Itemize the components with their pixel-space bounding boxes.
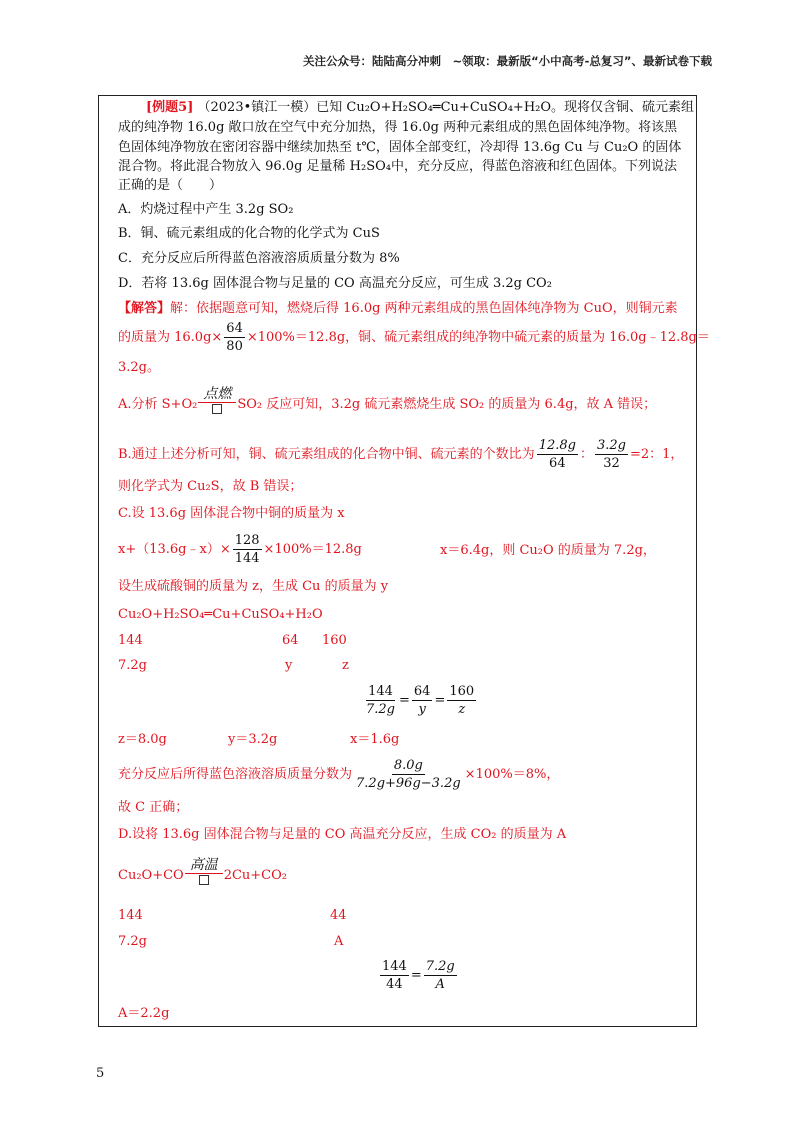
fraction-numerator: 160 [449, 684, 475, 699]
fraction-numerator: 128 [234, 533, 260, 548]
option-c: C．充分反应后所得蓝色溶液溶质质量分数为 8% [118, 251, 400, 266]
result-z: z＝8.0g [118, 732, 167, 747]
analysis-a-pre: A.分析 S+O₂ [118, 397, 198, 412]
fraction-denominator: A [435, 977, 445, 992]
analysis-a-post: SO₂ 反应可知，3.2g 硫元素燃烧生成 SO₂ 的质量为 6.4g，故 A 错误； [237, 397, 657, 412]
answer-text-2a: 的质量为 16.0g× [118, 330, 223, 345]
analysis-c-4b: ×100%＝8%， [464, 767, 560, 782]
value-7-2g-d: 7.2g [118, 934, 147, 949]
analysis-b [118, 437, 683, 472]
fraction-denominator: 64 [549, 456, 566, 471]
analysis-c-2c: x＝6.4g，则 Cu₂O 的质量为 7.2g， [440, 543, 656, 558]
page-header: 关注公众号：陆陆高分冲刺 ~领取：最新版“小中高考-总复习”、最新试卷下载 [302, 54, 712, 68]
value-z: z [342, 658, 349, 673]
option-a: A．灼烧过程中产生 3.2g SO₂ [118, 202, 294, 217]
result-a: A＝2.2g [118, 1006, 170, 1021]
result-x: x＝1.6g [350, 732, 400, 747]
fraction-numerator: 144 [368, 684, 393, 699]
molar-mass-160: 160 [322, 633, 347, 648]
fraction-numerator: 7.2g [425, 959, 455, 974]
molar-mass-64: 64 [282, 633, 299, 648]
proportion-d [378, 958, 459, 993]
question-tag: [例题5] [146, 100, 194, 115]
fraction-3-2g-32 [595, 437, 628, 472]
fraction-64-y [412, 683, 433, 718]
answer-tag: 【解答】 [118, 301, 171, 316]
molar-mass-144-d: 144 [118, 908, 143, 923]
condition-heat-text: 高温 [189, 857, 218, 873]
fraction-numerator: 64 [413, 684, 431, 699]
question-stem-1: （2023•镇江一模）已知 Cu₂O+H₂SO₄═Cu+CuSO₄+H₂O。现将仅含铜、硫元素组 [197, 100, 695, 115]
analysis-b-2: 则化学式为 Cu₂S，故 B 错误； [118, 479, 303, 494]
analysis-c-2b: ×100%＝12.8g [263, 542, 362, 557]
fraction-144-7-2g [364, 683, 397, 718]
answer-text-1: 解：依据题意可知，燃烧后得 16.0g 两种元素组成的黑色固体纯净物为 CuO，则铜元素 [170, 301, 678, 316]
equals-sign: = [399, 693, 410, 708]
fraction-denominator: 44 [386, 977, 403, 992]
fraction-denominator: y [418, 702, 426, 717]
condition-box-icon [212, 404, 222, 414]
analysis-b-pre: B.通过上述分析可知，铜、硫元素组成的化合物中铜、硫元素的个数比为 [118, 447, 535, 462]
fraction-denominator: 7.2g+96g−3.2g [356, 776, 461, 791]
value-a-d: A [334, 934, 344, 949]
analysis-c-1: C.设 13.6g 固体混合物中铜的质量为 x [118, 506, 345, 521]
condition-burn [198, 386, 236, 414]
analysis-c-2 [118, 532, 362, 567]
fraction-144-44 [380, 958, 409, 993]
condition-bar [185, 873, 223, 874]
fraction-64-80 [224, 320, 245, 355]
analysis-c-4a: 充分反应后所得蓝色溶液溶质质量分数为 [118, 767, 353, 782]
condition-burn-text: 点燃 [203, 386, 232, 402]
condition-bar [198, 402, 236, 403]
question-stem-3: 色固体纯净物放在密闭容器中继续加热至 t℃，固体全部变红，冷却得 13.6g Cu 与 Cu₂O 的固体 [118, 140, 682, 155]
fraction-numerator: 144 [382, 959, 407, 974]
reaction-equation-d [118, 857, 287, 885]
result-y: y＝3.2g [228, 732, 278, 747]
fraction-denominator: 80 [226, 339, 243, 354]
ratio-colon: ： [579, 447, 593, 462]
question-stem-5: 正确的是（ ） [118, 178, 223, 193]
fraction-7-2g-a [424, 958, 457, 993]
proportion-c [362, 683, 478, 718]
reaction-equation-c: Cu₂O+H₂SO₄═Cu+CuSO₄+H₂O [118, 607, 323, 622]
condition-box-icon [199, 875, 209, 885]
fraction-mass-fraction [354, 757, 463, 792]
fraction-denominator: 32 [603, 456, 620, 471]
answer-text-3: 3.2g。 [118, 360, 160, 375]
answer-line-2 [118, 320, 710, 355]
fraction-12-8g-64 [537, 437, 578, 472]
option-d: D．若将 13.6g 固体混合物与足量的 CO 高温充分反应，可生成 3.2g CO₂ [118, 276, 552, 291]
analysis-c-5: 故 C 正确； [118, 800, 189, 815]
fraction-denominator: 7.2g [366, 702, 395, 717]
equation-d-pre: Cu₂O+CO [118, 868, 184, 883]
page-number: 5 [96, 1066, 105, 1081]
question-stem-4: 混合物。将此混合物放入 96.0g 足量稀 H₂SO₄中，充分反应，得蓝色溶液和红色固体。下列说法 [118, 159, 677, 174]
fraction-denominator: z [458, 702, 466, 717]
analysis-b-post: =2：1， [629, 447, 684, 462]
value-y: y [285, 658, 293, 673]
equals-sign: = [434, 693, 446, 708]
fraction-numerator: 12.8g [538, 438, 576, 453]
equals-sign: = [410, 968, 422, 983]
fraction-160-z [447, 683, 476, 718]
question-stem-2: 成的纯净物 16.0g 敞口放在空气中充分加热，得 16.0g 两种元素组成的黑色固体纯净物。将该黑 [118, 120, 678, 135]
fraction-numerator: 3.2g [596, 438, 626, 453]
fraction-numerator: 8.0g [393, 758, 423, 773]
equation-d-post: 2Cu+CO₂ [223, 868, 287, 883]
value-7-2g: 7.2g [118, 658, 147, 673]
analysis-d-1: D.设将 13.6g 固体混合物与足量的 CO 高温充分反应，生成 CO₂ 的质量为 A [118, 827, 567, 842]
fraction-128-144 [233, 532, 262, 567]
fraction-denominator: 144 [234, 551, 260, 566]
analysis-c-4 [118, 757, 559, 792]
analysis-c-3: 设生成硫酸铜的质量为 z，生成 Cu 的质量为 y [118, 579, 389, 594]
molar-mass-144: 144 [118, 633, 143, 648]
molar-mass-44-d: 44 [330, 908, 347, 923]
condition-heat [185, 857, 223, 885]
analysis-a [118, 386, 656, 414]
analysis-c-2a: x+（13.6g﹣x）× [118, 542, 231, 557]
option-b: B．铜、硫元素组成的化合物的化学式为 CuS [118, 226, 380, 241]
question-line-1 [146, 99, 694, 117]
answer-line-1 [118, 300, 678, 318]
fraction-numerator: 64 [226, 321, 243, 336]
answer-text-2b: ×100%＝12.8g，铜、硫元素组成的纯净物中硫元素的质量为 16.0g﹣12.8g＝ [246, 330, 710, 345]
